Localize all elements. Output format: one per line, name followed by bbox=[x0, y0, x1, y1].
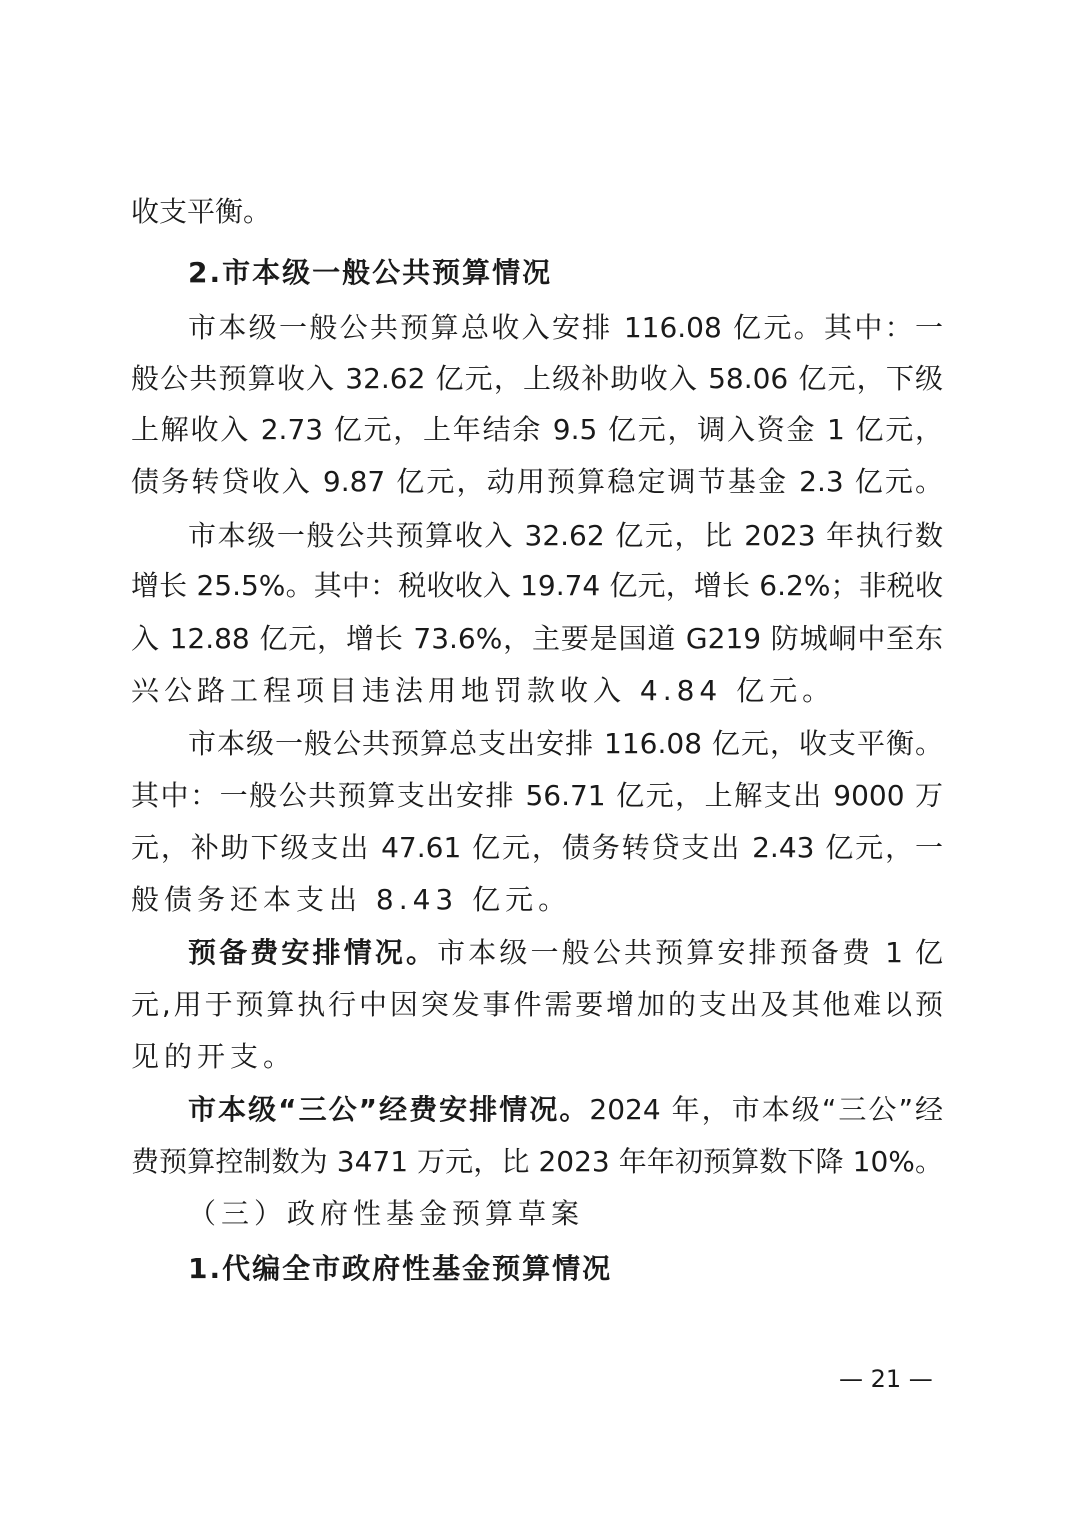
paragraph-line bbox=[188, 1091, 943, 1129]
section-heading: 2.市本级一般公共预算情况 bbox=[188, 256, 553, 289]
paragraph-line: 增长 25.5%。其中：税收收入 19.74 亿元，增长 6.2%；非税收 bbox=[131, 569, 943, 602]
paragraph-line: 元,用于预算执行中因突发事件需要增加的支出及其他难以预 bbox=[131, 988, 943, 1021]
paragraph-line: 般债务还本支出 8.43 亿元。 bbox=[131, 883, 572, 916]
section-heading: 1.代编全市政府性基金预算情况 bbox=[188, 1252, 613, 1285]
paragraph-line: 市本级一般公共预算收入 32.62 亿元，比 2023 年执行数 bbox=[188, 519, 943, 552]
paragraph-line: 收支平衡。 bbox=[131, 195, 272, 228]
paragraph-lead-bold: 预备费安排情况。 bbox=[188, 936, 438, 969]
paragraph-lead-bold: 市本级“三公”经费安排情况。 bbox=[188, 1093, 590, 1126]
paragraph-text: 市本级一般公共预算安排预备费 1 亿 bbox=[437, 936, 943, 969]
paragraph-line: 费预算控制数为 3471 万元，比 2023 年年初预算数下降 10%。 bbox=[131, 1145, 943, 1178]
paragraph-line: 元，补助下级支出 47.61 亿元，债务转贷支出 2.43 亿元，一 bbox=[131, 831, 943, 864]
paragraph-line: 般公共预算收入 32.62 亿元，上级补助收入 58.06 亿元，下级 bbox=[131, 362, 943, 395]
paragraph-line: 市本级一般公共预算总支出安排 116.08 亿元，收支平衡。 bbox=[188, 727, 943, 760]
paragraph-text: 2024 年，市本级“三公”经 bbox=[589, 1093, 944, 1126]
paragraph-line: 见的开支。 bbox=[131, 1040, 297, 1073]
paragraph-line: 市本级一般公共预算总收入安排 116.08 亿元。其中：一 bbox=[188, 311, 943, 344]
paragraph-line: 入 12.88 亿元，增长 73.6%，主要是国道 G219 防城峒中至东 bbox=[131, 622, 943, 655]
paragraph-line: 上解收入 2.73 亿元，上年结余 9.5 亿元，调入资金 1 亿元， bbox=[131, 413, 943, 446]
page-number: — 21 — bbox=[839, 1365, 933, 1393]
section-heading: （三）政府性基金预算草案 bbox=[188, 1197, 585, 1230]
paragraph-line: 债务转贷收入 9.87 亿元，动用预算稳定调节基金 2.3 亿元。 bbox=[131, 465, 943, 498]
paragraph-line: 其中：一般公共预算支出安排 56.71 亿元，上解支出 9000 万 bbox=[131, 779, 943, 812]
paragraph-line bbox=[188, 934, 943, 972]
paragraph-line: 兴公路工程项目违法用地罚款收入 4.84 亿元。 bbox=[131, 674, 836, 707]
